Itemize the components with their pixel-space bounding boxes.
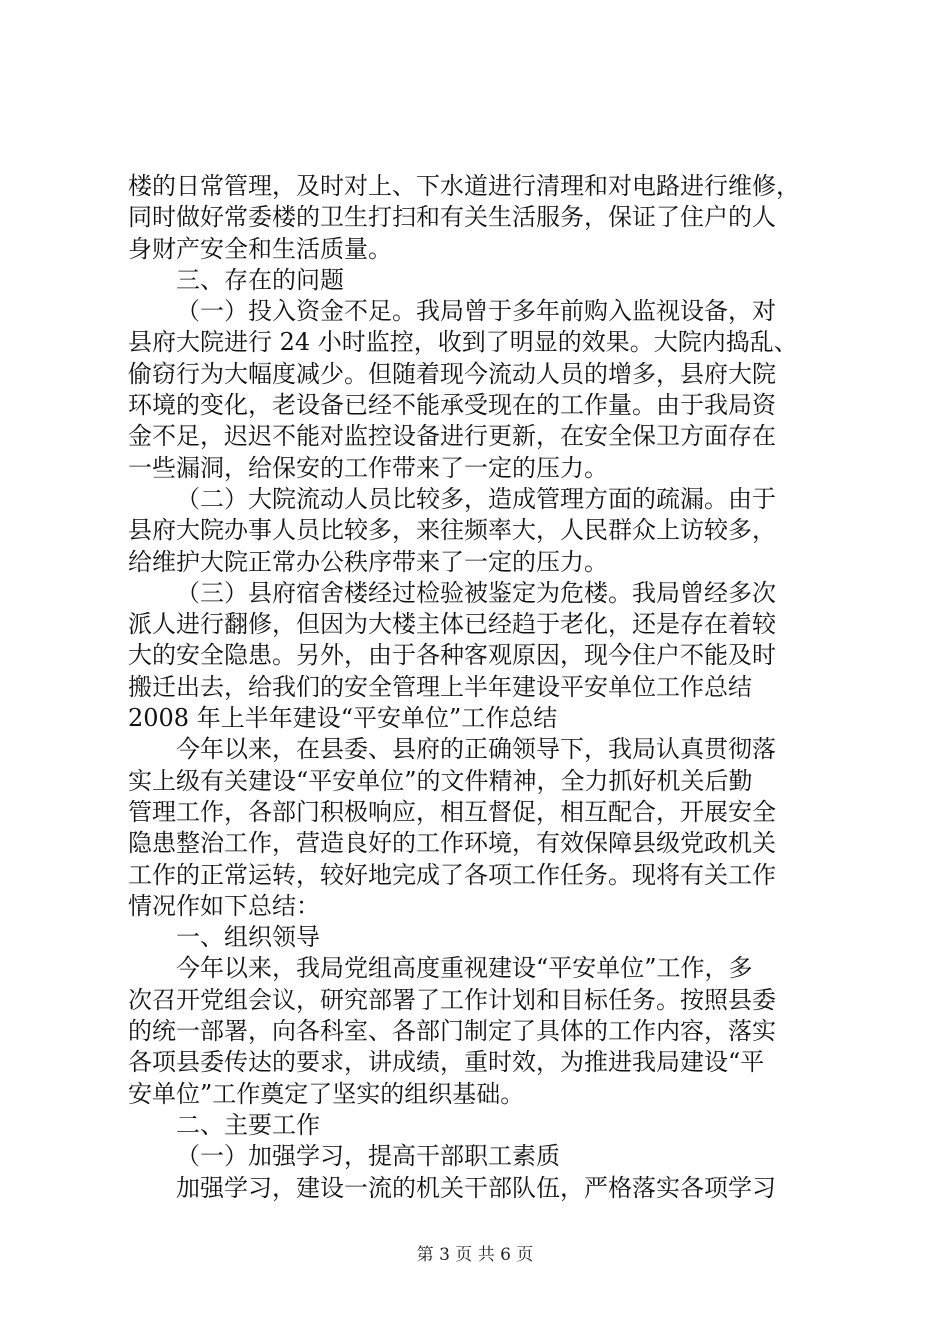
text-line: 的统一部署，向各科室、各部门制定了具体的工作内容，落实 [128,1017,776,1046]
subsection-heading: （一）投入资金不足。我局曾于多年前购入监视设备，对 [176,297,776,326]
text-line: 实上级有关建设“平安单位”的文件精神，全力抓好机关后勤 [128,766,753,795]
text-line: 搬迁出去，给我们的安全管理上半年建设平安单位工作总结 [128,672,752,701]
text-line: 县府大院办事人员比较多，来往频率大，人民群众上访较多， [128,516,776,545]
text-line: 身财产安全和生活质量。 [128,234,392,263]
text-line: 各项县委传达的要求，讲成绩，重时效，为推进我局建设“平 [128,1048,765,1077]
text-line: 偷窃行为大幅度减少。但随着现今流动人员的增多，县府大院 [128,359,776,388]
text-line: 隐患整治工作，营造良好的工作环境，有效保障县级党政机关 [128,829,776,858]
text-line: 大的安全隐患。另外，由于各种客观原因，现今住户不能及时 [128,641,776,670]
text-line: 管理工作，各部门积极响应，相互督促，相互配合，开展安全 [128,797,776,826]
text-line: 金不足，迟迟不能对监控设备进行更新，在安全保卫方面存在 [128,422,776,451]
text-line: 一些漏洞，给保安的工作带来了一定的压力。 [128,453,608,482]
text-line: 县府大院进行 24 小时监控，收到了明显的效果。大院内捣乱、 [128,328,798,357]
subsection-heading: （三）县府宿舍楼经过检验被鉴定为危楼。我局曾经多次 [176,578,776,607]
text-line: 安单位”工作奠定了坚实的组织基础。 [128,1079,525,1108]
text-line: 今年以来，在县委、县府的正确领导下，我局认真贯彻落 [176,735,776,764]
document-body [128,171,828,1204]
subsection-heading: （二）大院流动人员比较多，造成管理方面的疏漏。由于 [176,484,776,513]
section-heading: 三、存在的问题 [176,265,344,294]
text-line: 工作的正常运转，较好地完成了各项工作任务。现将有关工作 [128,860,776,889]
text-line: 环境的变化，老设备已经不能承受现在的工作量。由于我局资 [128,391,776,420]
text-line: 次召开党组会议，研究部署了工作计划和目标任务。按照县委 [128,985,776,1014]
document-title-line: 2008 年上半年建设“平安单位”工作总结 [128,704,558,733]
text-line: 加强学习，建设一流的机关干部队伍，严格落实各项学习 [176,1173,776,1202]
section-heading: 一、组织领导 [176,923,320,952]
subsection-heading: （一）加强学习，提高干部职工素质 [176,1142,560,1171]
section-heading: 二、主要工作 [176,1110,320,1139]
text-line: 今年以来，我局党组高度重视建设“平安单位”工作，多 [176,954,753,983]
text-line: 情况作如下总结： [128,891,320,920]
text-line: 楼的日常管理，及时对上、下水道进行清理和对电路进行维修， [128,172,800,200]
text-line: 派人进行翻修，但因为大楼主体已经趋于老化，还是存在着较 [128,610,776,639]
page-footer: 第 3 页 共 6 页 [416,1245,534,1265]
text-line: 同时做好常委楼的卫生打扫和有关生活服务，保证了住户的人 [128,203,776,232]
text-line: 给维护大院正常办公秩序带来了一定的压力。 [128,547,608,576]
